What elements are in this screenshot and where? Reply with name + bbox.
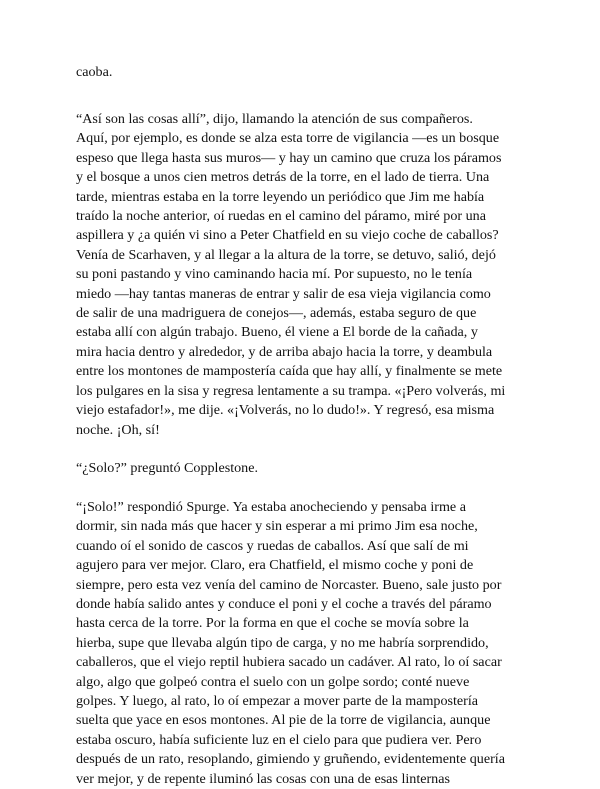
text-line: tarde, mientras estaba en la torre leyendo un periódico que Jim me había xyxy=(76,188,485,205)
text-line: algo, algo que golpeó contra el suelo con un golpe sordo; conté nueve xyxy=(76,673,470,690)
text-line: siempre, pero esta vez venía del camino de Norcaster. Bueno, sale justo por xyxy=(76,576,502,593)
text-line: espeso que llega hasta sus muros— y hay un camino que cruza los páramos xyxy=(76,149,502,166)
text-line: “¡Solo!” respondió Spurge. Ya estaba anocheciendo y pensaba irme a xyxy=(76,499,466,515)
text-line: ver mejor, y de repente iluminó las cosas con una de esas linternas xyxy=(76,770,450,787)
text-line: hasta cerca de la torre. Por la forma en que el coche se movía sobre la xyxy=(76,615,469,632)
text-line: de salir de una madriguera de conejos—, además, estaba seguro de que xyxy=(76,305,477,322)
text-line: mira hacia dentro y alrededor, y de arriba abajo hacia la torre, y deambula xyxy=(76,343,493,360)
text-line: traído la noche anterior, oí ruedas en el camino del páramo, miré por una xyxy=(76,208,486,225)
text-line: miedo —hay tantas maneras de entrar y salir de esa vieja vigilancia como xyxy=(76,285,491,302)
text-line: estaba allí con algún trabajo. Bueno, él viene a El borde de la cañada, y xyxy=(76,324,478,341)
text-line: los pulgares en la sisa y regresa lentamente a su trampa. «¡Pero volverás, mi xyxy=(76,382,506,399)
text-line: hierba, supe que llevaba algún tipo de carga, y no me habría sorprendido, xyxy=(76,634,489,651)
text-line: Venía de Scarhaven, y al llegar a la altura de la torre, se detuvo, salió, dejó xyxy=(76,246,496,263)
text-line: cuando oí el sonido de cascos y ruedas de caballos. Así que salí de mi xyxy=(76,537,469,554)
text-line: agujero para ver mejor. Claro, era Chatfield, el mismo coche y poni de xyxy=(76,557,474,574)
text-line: “Así son las cosas allí”, dijo, llamando la atención de sus compañeros. xyxy=(76,111,473,127)
text-line: estaba oscuro, había suficiente luz en el cielo para que pudiera ver. Pero xyxy=(76,731,482,748)
text-line: y el bosque a unos cien metros detrás de la torre, en el lado de tierra. Una xyxy=(76,169,490,186)
text-line: golpes. Y luego, al rato, lo oí empezar a mover parte de la mampostería xyxy=(76,693,479,710)
text-line: aspillera y ¿a quién vi sino a Peter Chatfield en su viejo coche de caballos? xyxy=(76,227,499,244)
text-line: donde había salido antes y conduce el poni y el coche a través del páramo xyxy=(76,596,492,613)
text-line: caoba. xyxy=(76,64,113,80)
text-line: Aquí, por ejemplo, es donde se alza esta torre de vigilancia —es un bosque xyxy=(76,130,500,147)
text-line: después de un rato, resoplando, gimiendo y gruñendo, evidentemente quería xyxy=(76,751,505,768)
text-line: “¿Solo?” preguntó Copplestone. xyxy=(76,460,259,476)
paragraph-2 xyxy=(76,110,536,440)
text-line: viejo estafador!», me dije. «¡Volverás, no lo dudo!». Y regresó, esa misma xyxy=(76,402,495,419)
paragraph-3 xyxy=(76,459,536,478)
paragraph-1 xyxy=(76,63,536,82)
text-line: noche. ¡Oh, sí! xyxy=(76,421,160,438)
text-line: dormir, sin nada más que hacer y sin esperar a mi primo Jim esa noche, xyxy=(76,518,478,535)
text-line: caballeros, que el viejo reptil hubiera sacado un cadáver. Al rato, lo oí sacar xyxy=(76,654,502,671)
text-line: suelta que yace en esos montones. Al pie de la torre de vigilancia, aunque xyxy=(76,712,491,729)
text-line: su poni pastando y vino caminando hacia mí. Por supuesto, no le tenía xyxy=(76,266,473,283)
text-line: entre los montones de mampostería caída que hay allí, y finalmente se mete xyxy=(76,363,503,380)
paragraph-4 xyxy=(76,498,536,789)
